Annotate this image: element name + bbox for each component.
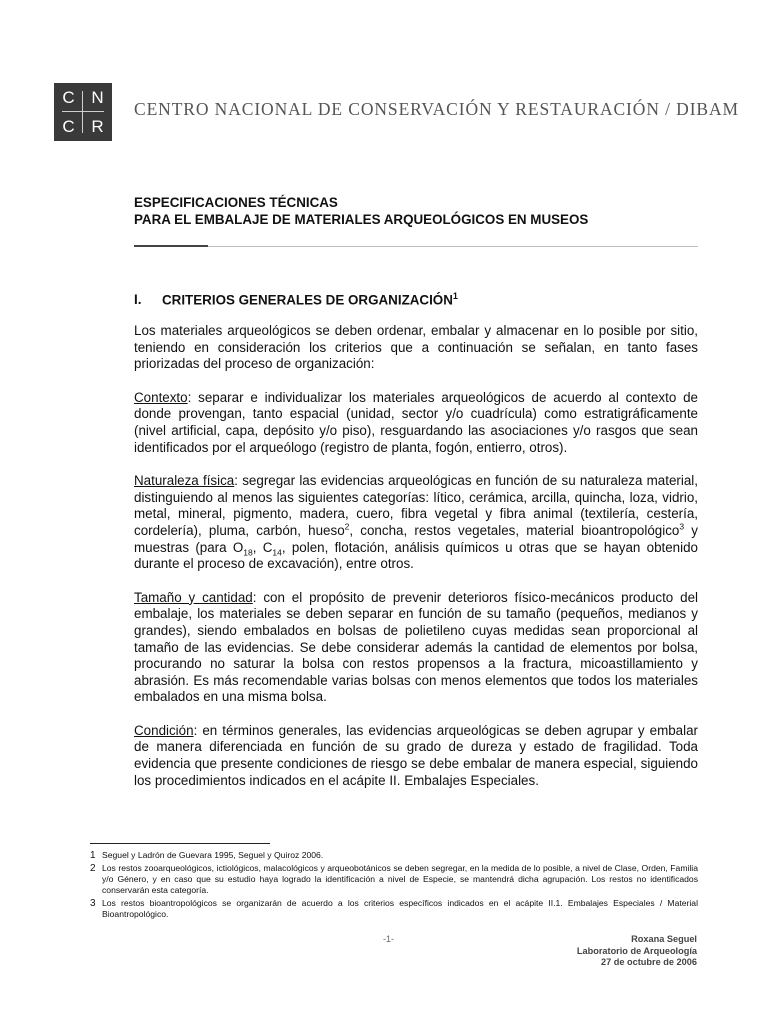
contexto-term: Contexto (134, 389, 188, 405)
footnote-divider (90, 843, 270, 844)
tamano-term: Tamaño y cantidad (134, 589, 253, 605)
footnote-ref: 3 (679, 521, 685, 532)
naturaleza-term: Naturaleza física (134, 473, 235, 489)
condicion-text: : en términos generales, las evidencias arqueológicas se deben agrupar y embalar de manera diferenciada en función de su grado de dureza y estado de fragilidad. Toda evidencia que presente condiciones de riesgo se debe embalar de manera especial, siguiendo los procedimientos indicados en el acápite II. Embalajes Especiales. (134, 722, 698, 788)
footnote-mark: 3 (90, 898, 96, 909)
footnotes (90, 850, 698, 922)
isotope-subscript: 14 (272, 547, 282, 558)
naturaleza-text: y muestras (para O (134, 522, 698, 555)
naturaleza-text: , polen, flotación, análisis químicos u otras que se hayan obtenido durante el proceso de excavación), entre otros. (134, 539, 699, 572)
naturaleza-text: : segregar las evidencias arqueológicas en función de su naturaleza material, distinguiendo al menos las siguientes categorías: lítico, cerámica, arcilla, quincha, loza, vidrio, metal, mineral, pigmento, madera, cuero, fibra vegetal y fibra animal (textilería, cestería, cordelería), pluma, carbón, hueso (134, 473, 698, 538)
section-title: CRITERIOS GENERALES DE ORGANIZACIÓN (162, 292, 453, 308)
condicion-paragraph (134, 723, 698, 789)
contexto-paragraph (134, 390, 698, 456)
logo-letter: C (62, 88, 75, 107)
page-number: -1- (383, 934, 394, 944)
footnote-ref: 1 (452, 291, 458, 301)
tamano-paragraph (134, 590, 698, 706)
contexto-text: : separar e individualizar los materiales arqueológicos de acuerdo al contexto de donde provengan, tanto espacial (unidad, sector y/o cuadrícula) como estratigráficamente (nivel artificial, capa, depósito y/o piso), resguardando las asociaciones y/o rasgos que sean identificados por el arqueólogo (registro de planta, fogón, entierro, otros). (134, 389, 698, 455)
logo-letter: N (91, 88, 104, 107)
logo-divider (82, 91, 83, 133)
naturaleza-text: , C (252, 539, 273, 555)
naturaleza-paragraph (134, 473, 698, 573)
footnote-mark: 1 (90, 850, 96, 861)
footnote-ref: 2 (344, 521, 350, 532)
title-line-1: ESPECIFICACIONES TÉCNICAS (134, 195, 338, 210)
document-date: 27 de octubre de 2006 (600, 957, 697, 967)
section-number: I. (134, 292, 142, 308)
intro-paragraph: Los materiales arqueológicos se deben ordenar, embalar y almacenar en lo posible por sitio, teniendo en consideración los criterios que a continuación se señalan, en tanto fases priorizadas del proceso de organización: (134, 323, 698, 372)
title-divider-accent (134, 245, 208, 247)
footnote (90, 850, 698, 861)
tamano-text: : con el propósito de prevenir deterioros físico-mecánicos producto del embalaje, los materiales se deben separar en función de su tamaño (pequeños, medianos y grandes), siendo embalados en bolsas de polietileno cuyas medidas sean proporcional al tamaño de las evidencias. Se debe considerar además la cantidad de elementos por bolsa, procurando no saturar la bolsa con restos propensos a la fractura, micoastillamiento y abrasión. Es más recomendable varias bolsas con menos elementos que todos los materiales embalados en una misma bolsa. (134, 589, 698, 705)
footnote (90, 898, 698, 920)
logo-letter: C (62, 117, 75, 136)
author-signature (577, 934, 697, 969)
title-line-2: PARA EL EMBALAJE DE MATERIALES ARQUEOLÓGICOS EN MUSEOS (134, 212, 589, 227)
organization-name: CENTRO NACIONAL DE CONSERVACIÓN Y RESTAURACIÓN / DIBAM (134, 99, 740, 119)
footnote-text: Seguel y Ladrón de Guevara 1995, Seguel y Quiroz 2006. (102, 850, 324, 860)
footnote-mark: 2 (90, 863, 96, 874)
author-name: Roxana Seguel (631, 934, 697, 944)
body-text (134, 323, 698, 806)
footnote-text: Los restos bioantropológicos se organizarán de acuerdo a los criterios específicos indicados en el acápite II.1. Embalajes Especiales / Material Bioantropológico. (102, 898, 698, 919)
section-heading (134, 291, 458, 307)
footnote (90, 863, 698, 896)
title-divider (134, 246, 698, 247)
document-title (134, 194, 704, 228)
condicion-term: Condición (134, 722, 194, 738)
lab-name: Laboratorio de Arqueología (576, 945, 697, 956)
naturaleza-text: , concha, restos vegetales, material bioantropológico (349, 522, 680, 538)
footnote-text: Los restos zooarqueológicos, ictiológicos, malacológicos y arqueobotánicos se deben segregar, en la medida de lo posible, a nivel de Clase, Orden, Familia y/o Género, y en caso que su estudio haya logrado la identificación a nivel de Especie, se mantendrá dicha agrupación. Los restos no identificados conservarán esta categoría. (102, 863, 698, 895)
logo-divider (62, 111, 104, 112)
cncr-logo (54, 83, 112, 141)
isotope-subscript: 18 (243, 547, 253, 558)
logo-letter: R (91, 117, 104, 136)
